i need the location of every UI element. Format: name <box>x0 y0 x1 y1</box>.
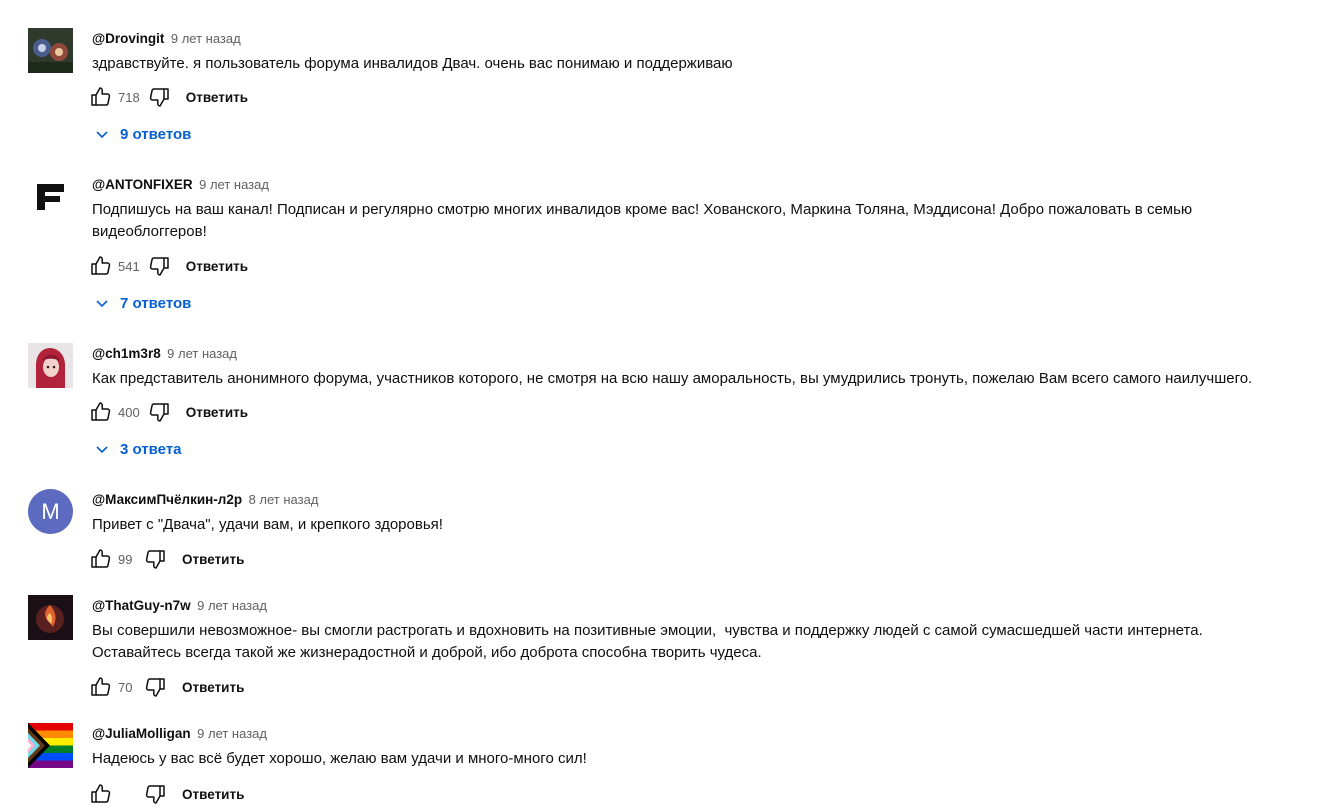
reply-button[interactable]: Ответить <box>185 404 249 420</box>
comment-time[interactable]: 8 лет назад <box>248 492 319 507</box>
like-button[interactable] <box>88 84 114 110</box>
like-count: 99 <box>118 551 133 567</box>
comment-author[interactable]: @Drovingit <box>92 31 165 46</box>
thumbs-down-icon <box>147 85 171 109</box>
comment-author[interactable]: @МаксимПчёлкин-л2р <box>92 492 243 507</box>
comment-time[interactable]: 9 лет назад <box>170 31 241 46</box>
like-count: 400 <box>118 404 140 420</box>
comment-text: Подпишусь на ваш канал! Подписан и регулярно смотрю многих инвалидов кроме вас! Хованского, Маркина Толяна, Мэддисона! Добро пожаловать в семью видеоблоггеров! <box>92 201 1197 240</box>
comment-author[interactable]: @ch1m3r8 <box>92 346 161 361</box>
like-button[interactable] <box>88 399 114 425</box>
comment-author[interactable]: @JuliaMolligan <box>92 726 191 741</box>
antonfixer-avatar <box>28 174 73 219</box>
chevron-down-icon <box>94 441 110 457</box>
thumbs-up-icon <box>89 675 113 699</box>
thumbs-down-icon <box>143 675 167 699</box>
comment-text: Надеюсь у вас всё будет хорошо, желаю вам удачи и много-много сил! <box>92 750 587 767</box>
avatar[interactable] <box>28 343 73 388</box>
thumbs-up-icon <box>89 85 113 109</box>
comment-text: Как представитель анонимного форума, участников которого, не смотря на всю нашу аморальность, вы умудрились тронуть, пожелаю Вам всего самого наилучшего. <box>92 370 1253 387</box>
dislike-button[interactable] <box>142 674 168 700</box>
replies-count: 7 ответов <box>120 294 192 312</box>
comment-header <box>92 491 318 509</box>
thumbs-down-icon <box>147 400 171 424</box>
comment-text: Привет с "Двача", удачи вам, и крепкого здоровья! <box>92 516 443 533</box>
letter-avatar <box>28 489 73 534</box>
avatar[interactable] <box>28 28 73 73</box>
comment-author[interactable]: @ThatGuy-n7w <box>92 598 191 613</box>
avatar[interactable] <box>28 595 73 640</box>
reply-button[interactable]: Ответить <box>182 786 245 802</box>
like-button[interactable] <box>88 674 114 700</box>
ch1m3r8-avatar <box>28 343 73 388</box>
dislike-button[interactable] <box>142 546 168 572</box>
comment-header <box>92 30 241 48</box>
thatguy-avatar <box>28 595 73 640</box>
comment-actions <box>88 399 248 425</box>
comment-time[interactable]: 9 лет назад <box>197 598 267 613</box>
comment-time[interactable]: 9 лет назад <box>197 726 267 741</box>
like-count: 718 <box>118 89 140 105</box>
thumbs-down-icon <box>143 547 167 571</box>
drovingit-avatar <box>28 28 73 73</box>
svg-text:M: M <box>41 499 60 524</box>
like-button[interactable] <box>88 253 114 279</box>
comment-text: здравствуйте. я пользователь форума инвалидов Двач. очень вас понимаю и поддерживаю <box>92 55 733 72</box>
comment-actions <box>88 253 248 279</box>
comment-actions <box>88 546 244 572</box>
reply-button[interactable]: Ответить <box>185 258 249 274</box>
like-button[interactable] <box>88 546 114 572</box>
comment-actions <box>88 781 244 807</box>
comment-header <box>92 176 269 194</box>
chevron-down-icon <box>94 126 110 142</box>
comment-header <box>92 725 267 743</box>
thumbs-up-icon <box>89 254 113 278</box>
show-replies-button[interactable] <box>94 291 191 315</box>
dislike-button[interactable] <box>146 399 172 425</box>
reply-button[interactable]: Ответить <box>182 679 245 695</box>
comment-time[interactable]: 9 лет назад <box>199 177 269 192</box>
thumbs-down-icon <box>143 782 167 806</box>
replies-count: 9 ответов <box>120 125 192 143</box>
thumbs-down-icon <box>147 254 171 278</box>
show-replies-button[interactable] <box>94 437 182 461</box>
comment-header <box>92 345 237 363</box>
dislike-button[interactable] <box>146 84 172 110</box>
like-button[interactable] <box>88 781 114 807</box>
dislike-button[interactable] <box>142 781 168 807</box>
comment-text: Вы совершили невозможное- вы смогли растрогать и вдохновить на позитивные эмоции, чувства и поддержку людей с самой сумасшедшей части интернета. Оставайтесь всегда такой же жизнерадостной и доброй, ибо доброта способна творить чудеса. <box>92 622 1203 661</box>
comment-author[interactable]: @ANTONFIXER <box>92 177 193 192</box>
like-count: 541 <box>118 258 140 274</box>
replies-count: 3 ответа <box>120 440 182 458</box>
thumbs-up-icon <box>89 547 113 571</box>
comment-header <box>92 597 267 615</box>
comment-actions <box>88 84 248 110</box>
thumbs-up-icon <box>89 782 113 806</box>
avatar[interactable] <box>28 174 73 219</box>
progress-flag-avatar <box>28 723 73 768</box>
dislike-button[interactable] <box>146 253 172 279</box>
avatar[interactable] <box>28 489 73 534</box>
avatar[interactable] <box>28 723 73 768</box>
reply-button[interactable]: Ответить <box>182 551 245 567</box>
chevron-down-icon <box>94 295 110 311</box>
comment-thread <box>0 723 1333 802</box>
comment-actions <box>88 674 244 700</box>
comment-time[interactable]: 9 лет назад <box>167 346 237 361</box>
thumbs-up-icon <box>89 400 113 424</box>
show-replies-button[interactable] <box>94 122 191 146</box>
like-count: 70 <box>118 679 133 695</box>
reply-button[interactable]: Ответить <box>185 89 249 105</box>
